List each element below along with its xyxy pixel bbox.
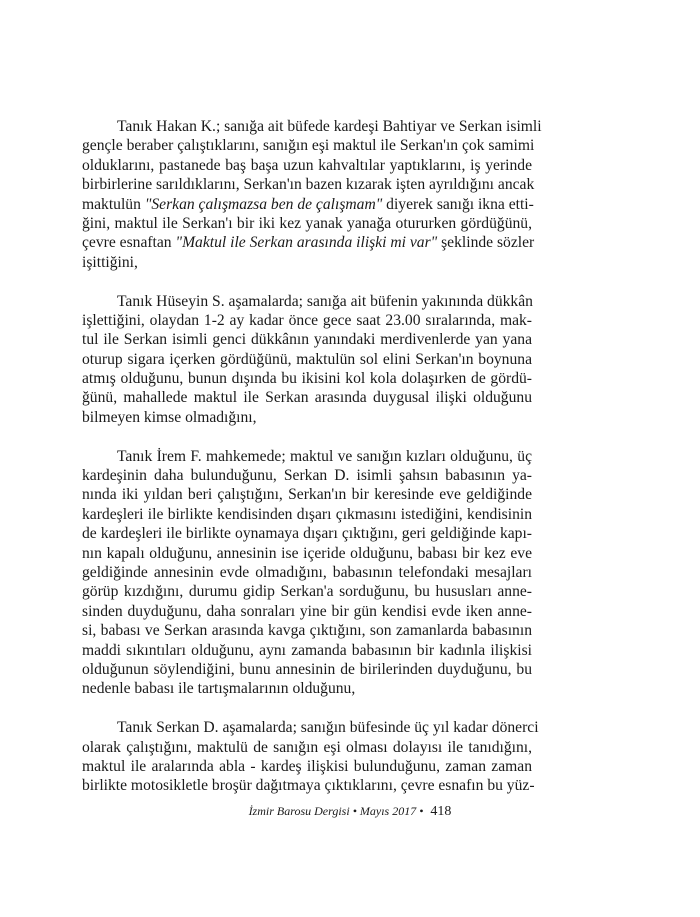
text-line — [82, 350, 532, 369]
text-segment: birbirlerine sarıldıklarını, Serkan'ın bazen kızarak işten ayrıldığını ancak — [82, 176, 535, 194]
text-line — [82, 641, 532, 660]
text-line — [82, 369, 532, 388]
text-line — [82, 602, 532, 621]
text-line — [82, 136, 535, 155]
footer-journal-name: İzmir Barosu Dergisi — [248, 804, 350, 818]
text-segment: maktulün — [82, 195, 145, 213]
text-segment: şeklinde sözler — [437, 234, 535, 252]
text-segment: ğünü, mahallede maktul ile Serkan arasında duygusal ilişki olduğunu — [82, 389, 532, 407]
italic-quote: "Serkan çalışmazsa ben de çalışmam" — [144, 195, 383, 213]
text-line — [82, 233, 535, 252]
text-segment: nedenle babası ile tartışmalarının olduğunu, — [82, 680, 356, 698]
text-line — [82, 679, 532, 698]
text-segment: si, babası ve Serkan arasında kavga çıktığını, son zamanlarda babasının — [82, 622, 532, 640]
text-line — [82, 621, 532, 640]
text-segment: işlettiğini, olaydan 1-2 ay kadar önce gece saat 23.00 sıralarında, mak- — [82, 311, 532, 329]
page-body — [82, 117, 542, 815]
text-segment: nın kapalı olduğunu, annesinin ise içeride olduğunu, babası bir kez eve — [82, 544, 532, 562]
text-line — [82, 253, 532, 272]
text-line — [82, 175, 535, 194]
page-footer — [0, 804, 700, 820]
text-line — [82, 447, 532, 466]
text-line — [82, 718, 539, 737]
text-line — [82, 408, 532, 427]
paragraph — [82, 292, 532, 428]
text-line — [82, 311, 532, 330]
text-segment: oturup sigara içerken gördüğünü, maktulün sol elini Serkan'ın boynuna — [82, 350, 532, 368]
text-line — [82, 466, 532, 485]
text-segment: Tanık Hakan K.; sanığa ait büfede kardeşi Bahtiyar ve Serkan isimli — [117, 118, 542, 135]
text-line — [82, 738, 532, 757]
text-segment: diyerek sanığı ikna etti- — [382, 195, 534, 213]
text-line — [82, 757, 532, 776]
text-segment: sinden duyduğunu, daha sonraları yine bir gün kendisi evde iken anne- — [82, 602, 532, 620]
paragraph — [82, 447, 532, 699]
page-number: 418 — [430, 804, 452, 819]
text-segment: maddi sıkıntıları olduğunu, aynı zamanda babasının bir kadınla ilişkisi — [82, 641, 532, 659]
footer-separator: • — [352, 804, 357, 818]
text-line — [82, 563, 532, 582]
text-segment: olduklarını, pastanede baş başa uzun kahvaltılar yaptıklarını, iş yerinde — [82, 156, 532, 174]
text-segment: görüp kızdığını, durumu gidip Serkan'a sorduğunu, bu hususları anne- — [82, 583, 532, 601]
text-line — [82, 195, 532, 214]
text-segment: Tanık İrem F. mahkemede; maktul ve sanığın kızları olduğunu, üç — [117, 447, 532, 465]
text-line — [82, 388, 532, 407]
text-segment: gençle beraber çalıştıklarını, sanığın eşi maktul ile Serkan'ın çok samimi — [82, 137, 535, 155]
text-segment: çevre esnaftan — [82, 234, 176, 252]
text-segment: de kardeşleri ile birlikte oynamaya dışarı çıktığını, geri geldiğinde kapı- — [82, 525, 532, 543]
text-line — [82, 292, 532, 311]
footer-issue: Mayıs 2017 — [359, 804, 417, 818]
text-line — [82, 156, 532, 175]
text-line — [82, 544, 532, 563]
text-segment: olarak çalıştığını, maktulü de sanığın eşi olması dolayısı ile tanıdığını, — [82, 738, 532, 756]
italic-quote: "Maktul ile Serkan arasında ilişki mi var" — [175, 234, 438, 252]
text-segment: kardeşleri ile birlikte kendisinden dışarı çıkmasını istediğini, kendisinin — [82, 505, 532, 523]
text-segment: atmış olduğunu, bunun dışında bu ikisini kol kola dolaşırken de gördü- — [82, 370, 532, 388]
paragraph — [82, 117, 542, 272]
paragraph — [82, 718, 539, 796]
text-line — [82, 214, 532, 233]
text-segment: kardeşinin daha bulunduğunu, Serkan D. isimli şahsın babasının ya- — [82, 467, 532, 485]
text-segment: ğini, maktul ile Serkan'ı bir iki kez yanak yanağa otururken gördüğünü, — [82, 214, 532, 232]
text-segment: işittiğini, — [82, 253, 138, 271]
text-line — [82, 505, 532, 524]
text-line — [82, 117, 542, 136]
text-line — [82, 660, 532, 679]
text-segment: nında iki yıldan beri çalıştığını, Serkan'ın bir keresinde eve geldiğinde — [82, 486, 532, 504]
text-segment: olduğunun söylendiğini, bunu annesinin de birilerinden duyduğunu, bu — [82, 660, 532, 678]
text-line — [82, 524, 532, 543]
text-segment: birlikte motosikletle broşür dağıtmaya çıktıklarını, çevre esnafın bu yüz- — [82, 777, 535, 795]
text-segment: bilmeyen kimse olmadığını, — [82, 408, 257, 426]
text-line — [82, 485, 532, 504]
text-segment: tul ile Serkan isimli genci dükkânın yanındaki merdivenlerde yan yana — [82, 331, 532, 349]
text-segment: maktul ile aralarında abla - kardeş ilişkisi bulunduğunu, zaman zaman — [82, 757, 532, 775]
text-segment: Tanık Hüseyin S. aşamalarda; sanığa ait büfenin yakınında dükkân — [117, 292, 533, 310]
text-line — [82, 582, 532, 601]
text-line — [82, 330, 532, 349]
text-segment: geldiğinde annesinin evde olmadığını, babasının telefondaki mesajları — [82, 563, 532, 581]
footer-separator: • — [419, 804, 424, 818]
text-line — [82, 776, 535, 795]
text-segment: Tanık Serkan D. aşamalarda; sanığın büfesinde üç yıl kadar dönerci — [117, 719, 539, 737]
